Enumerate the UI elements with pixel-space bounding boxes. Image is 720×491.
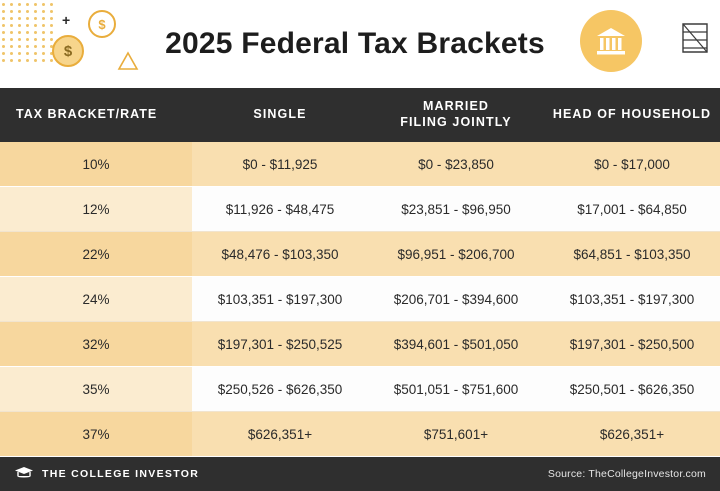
cell-married: $23,851 - $96,950 bbox=[368, 187, 544, 232]
table-row bbox=[0, 412, 720, 457]
column-header-married-line2: FILING JOINTLY bbox=[400, 115, 512, 129]
cell-single: $626,351+ bbox=[192, 412, 368, 457]
cell-head: $197,301 - $250,500 bbox=[544, 322, 720, 367]
cell-married: $206,701 - $394,600 bbox=[368, 277, 544, 322]
cell-married: $394,601 - $501,050 bbox=[368, 322, 544, 367]
source-credit: Source: TheCollegeInvestor.com bbox=[547, 468, 706, 480]
brand-name: THE COLLEGE INVESTOR bbox=[42, 468, 200, 480]
cell-head: $64,851 - $103,350 bbox=[544, 232, 720, 277]
table-header bbox=[0, 88, 720, 142]
cell-single: $103,351 - $197,300 bbox=[192, 277, 368, 322]
column-header-head-of-household: HEAD OF HOUSEHOLD bbox=[544, 88, 720, 142]
cell-head: $626,351+ bbox=[544, 412, 720, 457]
dot-pattern-decoration bbox=[0, 0, 60, 64]
cell-rate: 22% bbox=[0, 232, 192, 277]
cell-head: $103,351 - $197,300 bbox=[544, 277, 720, 322]
flag-icon bbox=[680, 22, 710, 67]
cell-single: $11,926 - $48,475 bbox=[192, 187, 368, 232]
table-row bbox=[0, 187, 720, 232]
cell-single: $250,526 - $626,350 bbox=[192, 367, 368, 412]
cell-rate: 10% bbox=[0, 142, 192, 187]
graduation-cap-icon bbox=[14, 465, 34, 484]
bank-icon bbox=[580, 10, 642, 72]
table-row bbox=[0, 322, 720, 367]
column-header-married bbox=[368, 88, 544, 142]
cell-head: $17,001 - $64,850 bbox=[544, 187, 720, 232]
cell-single: $197,301 - $250,525 bbox=[192, 322, 368, 367]
column-header-single: SINGLE bbox=[192, 88, 368, 142]
footer bbox=[0, 457, 720, 491]
brand bbox=[14, 465, 199, 484]
tax-bracket-table bbox=[0, 88, 720, 457]
plus-icon: + bbox=[62, 12, 71, 28]
cell-married: $751,601+ bbox=[368, 412, 544, 457]
column-header-rate: TAX BRACKET/RATE bbox=[0, 88, 192, 142]
coin-icon-1: $ bbox=[52, 35, 84, 67]
cell-married: $96,951 - $206,700 bbox=[368, 232, 544, 277]
table-row bbox=[0, 232, 720, 277]
cell-head: $0 - $17,000 bbox=[544, 142, 720, 187]
cell-rate: 24% bbox=[0, 277, 192, 322]
cell-single: $48,476 - $103,350 bbox=[192, 232, 368, 277]
cell-rate: 32% bbox=[0, 322, 192, 367]
cell-rate: 35% bbox=[0, 367, 192, 412]
table-header-row bbox=[0, 88, 720, 142]
table-row bbox=[0, 367, 720, 412]
coin-icon-2: $ bbox=[88, 10, 116, 38]
table-body bbox=[0, 142, 720, 457]
cell-rate: 37% bbox=[0, 412, 192, 457]
page-title: 2025 Federal Tax Brackets bbox=[165, 27, 545, 60]
table-row bbox=[0, 277, 720, 322]
triangle-icon bbox=[118, 52, 136, 67]
table-row bbox=[0, 142, 720, 187]
cell-married: $0 - $23,850 bbox=[368, 142, 544, 187]
column-header-married-line1: MARRIED bbox=[422, 99, 490, 114]
cell-single: $0 - $11,925 bbox=[192, 142, 368, 187]
cell-married: $501,051 - $751,600 bbox=[368, 367, 544, 412]
header bbox=[0, 0, 720, 88]
cell-rate: 12% bbox=[0, 187, 192, 232]
cell-head: $250,501 - $626,350 bbox=[544, 367, 720, 412]
